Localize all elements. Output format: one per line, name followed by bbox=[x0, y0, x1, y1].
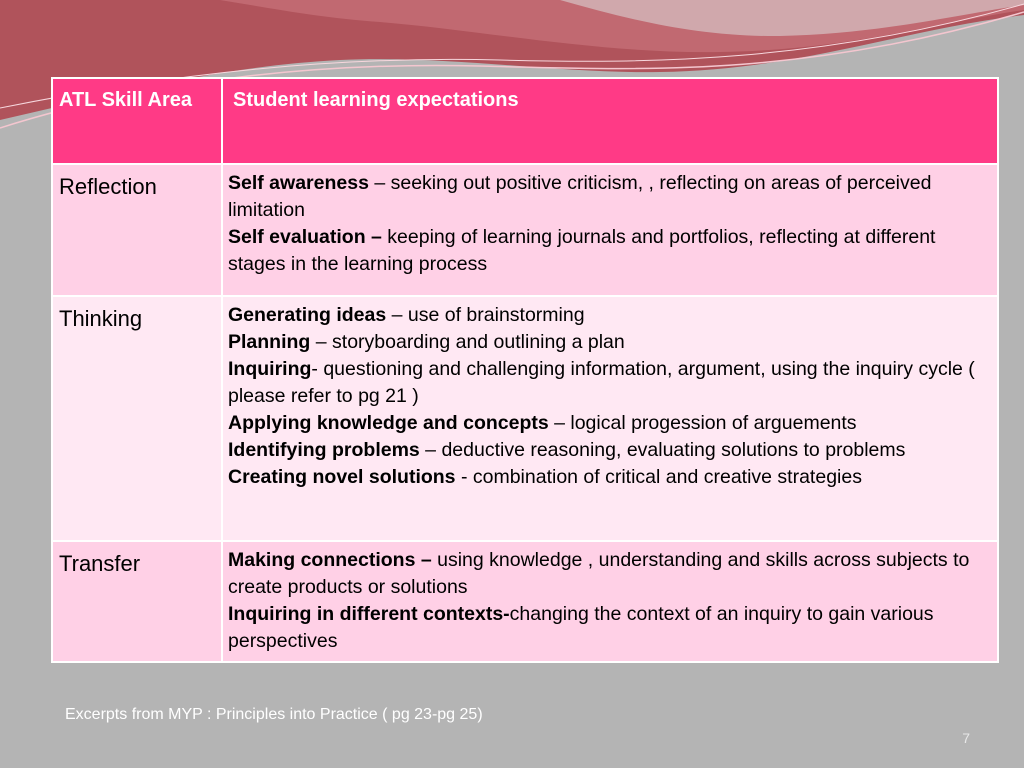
source-note: Excerpts from MYP : Principles into Practice ( pg 23-pg 25) bbox=[65, 706, 483, 723]
expectation-item: Inquiring- questioning and challenging information, argument, using the inquiry cycle ( please refer to pg 21 ) bbox=[228, 358, 975, 407]
expectation-item: Making connections – using knowledge , understanding and skills across subjects to create products or solutions bbox=[228, 549, 970, 598]
skill-area-cell: Thinking bbox=[52, 296, 222, 541]
expectations-cell bbox=[222, 164, 998, 296]
expectation-item: Applying knowledge and concepts – logical progession of arguements bbox=[228, 412, 857, 434]
table-row bbox=[52, 164, 998, 296]
skill-area-cell: Reflection bbox=[52, 164, 222, 296]
expectation-item: Identifying problems – deductive reasoning, evaluating solutions to problems bbox=[228, 439, 906, 461]
table-row bbox=[52, 541, 998, 662]
expectation-item: Self evaluation – keeping of learning journals and portfolios, reflecting at different stages in the learning process bbox=[228, 226, 936, 275]
expectation-item: Planning – storyboarding and outlining a plan bbox=[228, 331, 625, 353]
expectations-cell bbox=[222, 541, 998, 662]
expectation-item: Self awareness – seeking out positive criticism, , reflecting on areas of perceived limitation bbox=[228, 172, 932, 221]
expectations-cell bbox=[222, 296, 998, 541]
expectation-item: Inquiring in different contexts-changing the context of an inquiry to gain various perspectives bbox=[228, 603, 934, 652]
table-row bbox=[52, 296, 998, 541]
skill-area-cell: Transfer bbox=[52, 541, 222, 662]
table-header-row bbox=[52, 78, 998, 164]
slide-page-number: 7 bbox=[962, 730, 970, 746]
header-atl-skill-area: ATL Skill Area bbox=[52, 78, 222, 164]
expectation-item: Generating ideas – use of brainstorming bbox=[228, 304, 585, 326]
expectation-item: Creating novel solutions - combination of critical and creative strategies bbox=[228, 466, 862, 488]
header-student-learning-expectations: Student learning expectations bbox=[222, 78, 998, 164]
atl-skills-table bbox=[51, 77, 999, 663]
